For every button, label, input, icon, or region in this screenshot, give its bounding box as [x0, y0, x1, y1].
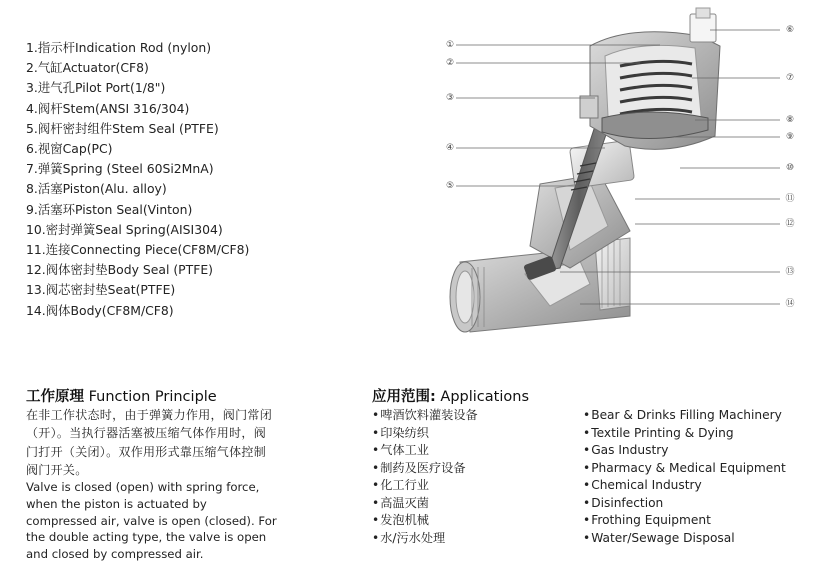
application-item: • Gas Industry [583, 442, 786, 460]
part-item: 1.指示杆Indication Rod (nylon) [26, 40, 212, 55]
part-item: 6.视窗Cap(PC) [26, 141, 113, 157]
application-item: • Water/Sewage Disposal [583, 530, 786, 548]
callout-10: ⑩ [785, 163, 795, 173]
applications-title [372, 385, 529, 406]
application-item: • 印染纺织 [372, 425, 478, 443]
application-item: • Bear & Drinks Filling Machinery [583, 407, 786, 425]
application-item: • 气体工业 [372, 442, 478, 460]
callout-11: ⑪ [785, 194, 795, 204]
callout-7: ⑦ [785, 73, 795, 83]
function-principle-text-zh: 在非工作状态时，由于弹簧力作用，阀门常闭（开）。当执行器活塞被压缩气体作用时，阀门打开（关闭）。双作用形式靠压缩气体控制阀门开关。 [26, 408, 273, 477]
callout-5: ⑤ [445, 181, 455, 191]
applications-title-zh: 应用范围: [372, 389, 436, 405]
callout-12: ⑫ [785, 219, 795, 229]
function-principle-title-zh: 工作原理 [26, 389, 84, 405]
part-item: 8.活塞Piston(Alu. alloy) [26, 181, 167, 197]
application-item: • 水/污水处理 [372, 530, 478, 548]
applications-title-en: Applications [440, 389, 529, 405]
parts-list [26, 38, 249, 321]
function-principle-title-en: Function Principle [88, 389, 217, 405]
function-principle-text-en: Valve is closed (open) with spring force, when the piston is actuated by compressed air, valve is open (closed). For the double acting type, the valve is open and closed by compressed air. [26, 480, 277, 562]
actuator [580, 8, 720, 149]
valve-drawing [430, 6, 819, 336]
application-item: • 制药及医疗设备 [372, 460, 478, 478]
part-item: 7.弹簧Spring (Steel 60Si2MnA) [26, 161, 214, 177]
callout-2: ② [445, 58, 455, 68]
callout-13: ⑬ [785, 267, 795, 277]
applications-list-en [583, 407, 786, 547]
application-item: • 啤酒饮料灌装设备 [372, 407, 478, 425]
application-item: • Pharmacy & Medical Equipment [583, 460, 786, 478]
part-item: 3.进气孔Pilot Port(1/8") [26, 80, 166, 96]
applications-list-zh [372, 407, 478, 547]
part-item: 2.气缸Actuator(CF8) [26, 60, 149, 76]
callout-6: ⑥ [785, 25, 795, 35]
part-item: 4.阀杆Stem(ANSI 316/304) [26, 100, 190, 116]
part-item: 10.密封弹簧Seal Spring(AISI304) [26, 221, 223, 237]
application-item: • Chemical Industry [583, 477, 786, 495]
application-item: • Textile Printing & Dying [583, 425, 786, 443]
callout-14: ⑭ [785, 299, 795, 309]
part-item: 5.阀杆密封组件Stem Seal (PTFE) [26, 120, 219, 136]
part-item: 12.阀体密封垫Body Seal (PTFE) [26, 262, 214, 278]
application-item: • Frothing Equipment [583, 512, 786, 530]
part-item: 9.活塞环Piston Seal(Vinton) [26, 201, 193, 217]
application-item: • 发泡机械 [372, 512, 478, 530]
function-principle-title [26, 385, 217, 406]
callout-9: ⑨ [785, 132, 795, 142]
part-item: 11.连接Connecting Piece(CF8M/CF8) [26, 242, 250, 258]
valve-body [450, 238, 630, 332]
part-item: 13.阀芯密封垫Seat(PTFE) [26, 282, 176, 298]
valve-cross-section-diagram [430, 6, 819, 336]
callout-8: ⑧ [785, 115, 795, 125]
application-item: • 高温灭菌 [372, 495, 478, 513]
application-item: • Disinfection [583, 495, 786, 513]
application-item: • 化工行业 [372, 477, 478, 495]
callout-4: ④ [445, 143, 455, 153]
callout-1: ① [445, 40, 455, 50]
part-item: 14.阀体Body(CF8M/CF8) [26, 302, 174, 318]
callout-3: ③ [445, 93, 455, 103]
